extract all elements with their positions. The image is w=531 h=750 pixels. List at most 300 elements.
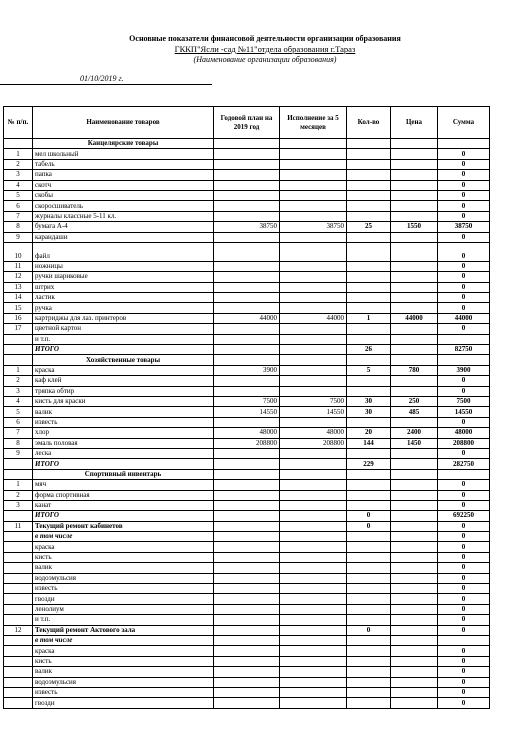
row-plan: 208800: [214, 438, 280, 448]
row-item-name: кисть для краски: [33, 396, 214, 406]
row-plan: [214, 594, 280, 604]
row-quantity: [347, 139, 391, 149]
row-item-name: ИТОГО: [33, 345, 214, 355]
row-item-name: ножницы: [33, 261, 214, 271]
row-execution: [280, 293, 347, 303]
row-number: [4, 656, 33, 666]
table-row-total: [4, 459, 490, 469]
row-execution: 48000: [280, 428, 347, 438]
row-plan: [214, 511, 280, 521]
row-item-name: краска: [33, 365, 214, 375]
organization-caption: (Наименование организации образования): [193, 55, 337, 64]
row-quantity: [347, 532, 391, 542]
row-item-name: картриджы для лаз. принтеров: [33, 313, 214, 323]
row-plan: [214, 261, 280, 271]
row-number: 6: [4, 417, 33, 427]
row-number: 7: [4, 428, 33, 438]
row-number: [4, 345, 33, 355]
table-row: [4, 438, 490, 448]
row-sum: 0: [438, 448, 490, 458]
row-sum: 0: [438, 159, 490, 169]
row-plan: [214, 293, 280, 303]
row-execution: 44000: [280, 313, 347, 323]
row-execution: [280, 542, 347, 552]
table-row: [4, 407, 490, 417]
row-sum: 0: [438, 272, 490, 282]
row-quantity: [347, 242, 391, 261]
table-row: [4, 376, 490, 386]
row-item-name: файл: [33, 242, 214, 261]
row-price: [391, 303, 438, 313]
row-quantity: 25: [347, 222, 391, 232]
row-number: [4, 355, 33, 365]
row-execution: [280, 355, 347, 365]
row-sum: 0: [438, 386, 490, 396]
row-quantity: [347, 656, 391, 666]
row-item-name: скобы: [33, 190, 214, 200]
row-plan: 48000: [214, 428, 280, 438]
row-quantity: 20: [347, 428, 391, 438]
row-price: [391, 521, 438, 531]
row-execution: [280, 324, 347, 334]
row-sum: 0: [438, 261, 490, 271]
organization-name: ГККП"Ясли -сад №11"отдела образования г.Тараз: [174, 44, 356, 54]
row-item-name: скотч: [33, 180, 214, 190]
row-sum: 0: [438, 293, 490, 303]
row-plan: [214, 656, 280, 666]
row-item-name: валик: [33, 667, 214, 677]
row-number: 15: [4, 303, 33, 313]
row-number: [4, 584, 33, 594]
row-quantity: [347, 159, 391, 169]
row-number: [4, 573, 33, 583]
row-item-name: в том числе: [33, 635, 214, 645]
row-item-name: цветной картон: [33, 324, 214, 334]
row-price: 780: [391, 365, 438, 375]
row-number: 7: [4, 211, 33, 221]
row-item-name: в том числе: [33, 532, 214, 542]
row-execution: [280, 201, 347, 211]
row-quantity: [347, 211, 391, 221]
table-row: [4, 417, 490, 427]
row-item-name: Хозяйственные товары: [33, 355, 214, 365]
table-body: [4, 139, 490, 709]
row-plan: [214, 282, 280, 292]
row-plan: [214, 635, 280, 645]
row-number: 3: [4, 386, 33, 396]
row-quantity: 26: [347, 345, 391, 355]
row-number: 8: [4, 438, 33, 448]
row-price: [391, 687, 438, 697]
row-number: 16: [4, 313, 33, 323]
row-execution: [280, 376, 347, 386]
row-price: [391, 448, 438, 458]
row-quantity: [347, 149, 391, 159]
row-item-name: каф клей: [33, 376, 214, 386]
row-execution: [280, 532, 347, 542]
row-execution: [280, 635, 347, 645]
row-sum: 44000: [438, 313, 490, 323]
row-number: 2: [4, 490, 33, 500]
row-item-name: тряпка обтир: [33, 386, 214, 396]
row-sum: 0: [438, 532, 490, 542]
row-plan: [214, 646, 280, 656]
table-row: [4, 232, 490, 242]
table-row-sub: [4, 532, 490, 542]
row-number: 4: [4, 180, 33, 190]
col-quantity: Кол-во: [347, 107, 391, 139]
row-number: [4, 552, 33, 562]
row-execution: [280, 365, 347, 375]
row-item-name: бумага А-4: [33, 222, 214, 232]
row-item-name: валик: [33, 407, 214, 417]
row-item-name: журналы классные 5-11 кл.: [33, 211, 214, 221]
row-plan: 3900: [214, 365, 280, 375]
col-sum: Сумма: [438, 107, 490, 139]
row-plan: [214, 604, 280, 614]
row-sum: 0: [438, 376, 490, 386]
row-execution: 7500: [280, 396, 347, 406]
table-row: [4, 190, 490, 200]
row-price: 2400: [391, 428, 438, 438]
row-quantity: [347, 180, 391, 190]
row-price: [391, 480, 438, 490]
row-price: 250: [391, 396, 438, 406]
row-execution: [280, 459, 347, 469]
row-quantity: 30: [347, 407, 391, 417]
row-price: [391, 190, 438, 200]
row-quantity: [347, 376, 391, 386]
row-sum: [438, 635, 490, 645]
row-sum: 0: [438, 646, 490, 656]
row-quantity: [347, 677, 391, 687]
row-price: 485: [391, 407, 438, 417]
row-quantity: [347, 334, 391, 344]
row-quantity: [347, 615, 391, 625]
row-plan: [214, 386, 280, 396]
row-plan: [214, 532, 280, 542]
table-row: [4, 646, 490, 656]
row-sum: 7500: [438, 396, 490, 406]
row-plan: [214, 490, 280, 500]
table-row: [4, 594, 490, 604]
row-quantity: [347, 573, 391, 583]
table-row: [4, 542, 490, 552]
row-item-name: скоросшиватель: [33, 201, 214, 211]
row-price: [391, 584, 438, 594]
row-item-name: эмаль половая: [33, 438, 214, 448]
table-row: [4, 272, 490, 282]
row-quantity: [347, 542, 391, 552]
row-plan: [214, 687, 280, 697]
row-sum: 82750: [438, 345, 490, 355]
row-sum: [438, 334, 490, 344]
table-row-section: [4, 139, 490, 149]
row-price: [391, 635, 438, 645]
row-execution: [280, 282, 347, 292]
row-number: 9: [4, 232, 33, 242]
table-row: [4, 604, 490, 614]
row-price: [391, 594, 438, 604]
row-plan: [214, 677, 280, 687]
row-quantity: [347, 667, 391, 677]
row-sum: 0: [438, 149, 490, 159]
row-item-name: канат: [33, 500, 214, 510]
row-number: [4, 469, 33, 479]
row-sum: 0: [438, 594, 490, 604]
table-row: [4, 480, 490, 490]
row-execution: [280, 500, 347, 510]
row-execution: [280, 417, 347, 427]
row-price: 1450: [391, 438, 438, 448]
row-quantity: [347, 500, 391, 510]
row-number: 10: [4, 242, 33, 261]
row-number: [4, 635, 33, 645]
row-execution: [280, 211, 347, 221]
row-item-name: и т.п.: [33, 334, 214, 344]
row-plan: [214, 480, 280, 490]
row-price: [391, 139, 438, 149]
row-plan: [214, 698, 280, 708]
row-item-name: известь: [33, 687, 214, 697]
row-execution: [280, 170, 347, 180]
row-execution: [280, 139, 347, 149]
row-item-name: известь: [33, 417, 214, 427]
table-row: [4, 180, 490, 190]
row-sum: 0: [438, 521, 490, 531]
table-row-major: [4, 521, 490, 531]
col-item-name: Наименование товаров: [33, 107, 214, 139]
row-number: 9: [4, 448, 33, 458]
table-row: [4, 687, 490, 697]
table-row-sub: [4, 635, 490, 645]
row-price: [391, 417, 438, 427]
row-execution: [280, 242, 347, 261]
row-price: [391, 646, 438, 656]
row-plan: [214, 180, 280, 190]
row-plan: [214, 469, 280, 479]
row-execution: 208800: [280, 438, 347, 448]
row-number: [4, 532, 33, 542]
row-price: [391, 552, 438, 562]
row-number: [4, 594, 33, 604]
row-quantity: [347, 386, 391, 396]
row-price: [391, 211, 438, 221]
row-quantity: 0: [347, 521, 391, 531]
row-plan: [214, 334, 280, 344]
row-price: [391, 490, 438, 500]
row-item-name: водоэмульсия: [33, 573, 214, 583]
row-item-name: ластик: [33, 293, 214, 303]
row-price: [391, 563, 438, 573]
table-row: [4, 615, 490, 625]
row-plan: 14550: [214, 407, 280, 417]
row-price: [391, 511, 438, 521]
table-row: [4, 656, 490, 666]
row-plan: [214, 272, 280, 282]
row-sum: 3900: [438, 365, 490, 375]
row-execution: [280, 677, 347, 687]
table-row: [4, 563, 490, 573]
row-sum: 0: [438, 480, 490, 490]
row-price: [391, 677, 438, 687]
table-row: [4, 365, 490, 375]
row-plan: [214, 303, 280, 313]
row-execution: [280, 261, 347, 271]
row-quantity: [347, 687, 391, 697]
row-item-name: мяч: [33, 480, 214, 490]
row-plan: [214, 170, 280, 180]
row-item-name: Канцелярские товары: [33, 139, 214, 149]
row-sum: 282750: [438, 459, 490, 469]
row-quantity: [347, 355, 391, 365]
table-row-section: [4, 469, 490, 479]
row-plan: [214, 417, 280, 427]
row-item-name: карандаши: [33, 232, 214, 242]
row-plan: [214, 573, 280, 583]
row-price: [391, 272, 438, 282]
row-plan: [214, 521, 280, 531]
row-sum: 692250: [438, 511, 490, 521]
row-execution: [280, 604, 347, 614]
row-execution: [280, 573, 347, 583]
row-quantity: [347, 646, 391, 656]
row-item-name: ручки шариковые: [33, 272, 214, 282]
row-plan: [214, 211, 280, 221]
row-execution: [280, 563, 347, 573]
row-sum: 0: [438, 417, 490, 427]
row-price: [391, 355, 438, 365]
row-execution: [280, 345, 347, 355]
row-price: [391, 376, 438, 386]
row-execution: [280, 687, 347, 697]
row-number: 3: [4, 500, 33, 510]
row-price: [391, 242, 438, 261]
row-item-name: штрих: [33, 282, 214, 292]
row-quantity: 144: [347, 438, 391, 448]
row-sum: 0: [438, 667, 490, 677]
row-item-name: валик: [33, 563, 214, 573]
table-row: [4, 324, 490, 334]
row-number: [4, 542, 33, 552]
row-quantity: 0: [347, 511, 391, 521]
table-row: [4, 149, 490, 159]
row-number: 6: [4, 201, 33, 211]
row-number: [4, 667, 33, 677]
row-quantity: [347, 293, 391, 303]
row-price: [391, 656, 438, 666]
row-item-name: гвозди: [33, 698, 214, 708]
table-row-total: [4, 511, 490, 521]
row-sum: 0: [438, 584, 490, 594]
row-execution: [280, 511, 347, 521]
row-sum: 0: [438, 687, 490, 697]
row-item-name: табель: [33, 159, 214, 169]
row-sum: 0: [438, 180, 490, 190]
row-item-name: Текущий ремонт Актового зала: [33, 625, 214, 635]
row-quantity: [347, 469, 391, 479]
table-row: [4, 222, 490, 232]
table-row-section: [4, 355, 490, 365]
row-number: [4, 698, 33, 708]
row-item-name: известь: [33, 584, 214, 594]
row-price: [391, 500, 438, 510]
row-sum: 0: [438, 170, 490, 180]
row-quantity: [347, 563, 391, 573]
row-item-name: ИТОГО: [33, 511, 214, 521]
col-number: № п/п.: [4, 107, 33, 139]
row-item-name: форма спортивная: [33, 490, 214, 500]
row-item-name: краска: [33, 542, 214, 552]
row-number: [4, 677, 33, 687]
row-quantity: [347, 448, 391, 458]
row-quantity: [347, 480, 391, 490]
row-number: 14: [4, 293, 33, 303]
row-price: [391, 625, 438, 635]
row-sum: 0: [438, 542, 490, 552]
row-sum: 0: [438, 552, 490, 562]
row-number: 3: [4, 170, 33, 180]
table-row: [4, 552, 490, 562]
row-item-name: краска: [33, 646, 214, 656]
report-date: 01/10/2019 г.: [80, 74, 124, 83]
table-row: [4, 242, 490, 261]
row-number: 12: [4, 272, 33, 282]
row-item-name: гвозди: [33, 594, 214, 604]
row-sum: 0: [438, 211, 490, 221]
row-price: [391, 573, 438, 583]
row-sum: 0: [438, 490, 490, 500]
table-row: [4, 170, 490, 180]
row-plan: [214, 345, 280, 355]
row-number: 5: [4, 190, 33, 200]
date-underline: [0, 84, 212, 85]
financial-table: [3, 106, 490, 709]
row-quantity: 30: [347, 396, 391, 406]
row-sum: 0: [438, 615, 490, 625]
row-execution: [280, 159, 347, 169]
row-plan: [214, 615, 280, 625]
row-plan: [214, 355, 280, 365]
row-item-name: кисть: [33, 656, 214, 666]
row-plan: [214, 149, 280, 159]
row-execution: [280, 232, 347, 242]
row-execution: [280, 149, 347, 159]
row-sum: 0: [438, 324, 490, 334]
row-item-name: и т.п.: [33, 615, 214, 625]
row-quantity: 1: [347, 313, 391, 323]
row-quantity: [347, 698, 391, 708]
row-sum: 0: [438, 698, 490, 708]
row-plan: [214, 584, 280, 594]
row-plan: [214, 542, 280, 552]
row-item-name: ручка: [33, 303, 214, 313]
row-price: [391, 345, 438, 355]
row-execution: [280, 552, 347, 562]
row-plan: 44000: [214, 313, 280, 323]
row-quantity: [347, 635, 391, 645]
row-quantity: [347, 303, 391, 313]
col-execution: Исполнение за 5 месяцев: [280, 107, 347, 139]
table-row-total: [4, 345, 490, 355]
row-quantity: [347, 190, 391, 200]
row-price: [391, 324, 438, 334]
table-row: [4, 386, 490, 396]
row-quantity: [347, 604, 391, 614]
row-quantity: 229: [347, 459, 391, 469]
row-number: 4: [4, 396, 33, 406]
row-price: [391, 149, 438, 159]
